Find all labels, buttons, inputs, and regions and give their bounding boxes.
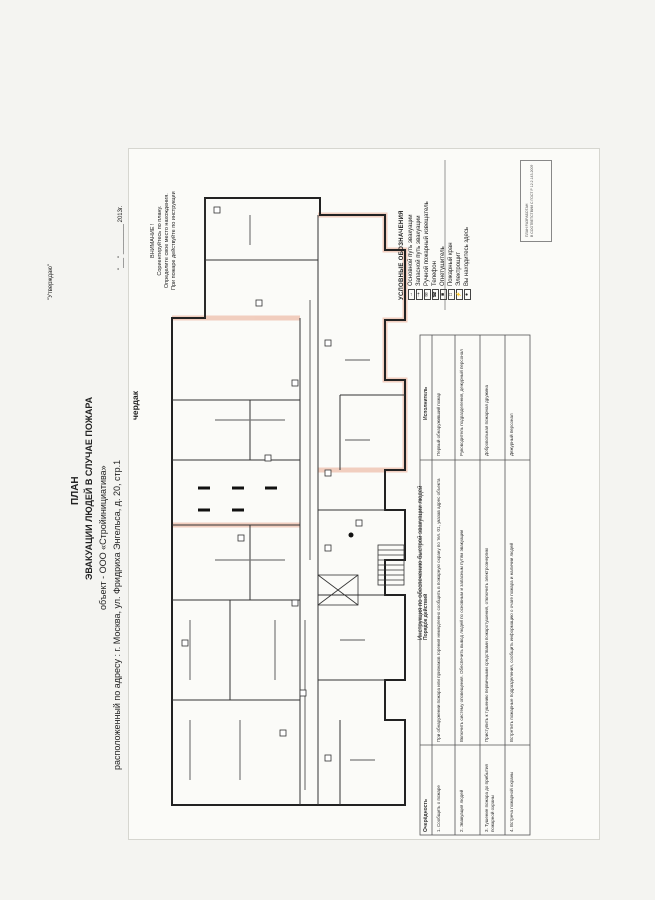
stamp-line-2: В СООТВЕТСТВИИ С ГОСТ Р 12.2.143-2009 xyxy=(530,164,534,237)
table-row-3-order: 3. Тушение пожара до прибытия пожарной охраны xyxy=(484,764,495,832)
table-row-4-order: 4. Встреча пожарной охраны xyxy=(509,771,514,832)
electric-panel-icon: ⚡ xyxy=(456,289,463,300)
object-line: объект - ООО «Стройинициатива» xyxy=(98,465,108,610)
table-row-4-executor: Дежурный персонал xyxy=(509,413,514,456)
stamp-line-1: ПЛАН РАЗРАБОТАН xyxy=(525,203,529,237)
stairwell xyxy=(378,545,404,585)
stamp-text xyxy=(525,165,535,237)
legend-item xyxy=(463,201,471,300)
floor-label: чердак xyxy=(130,390,140,420)
table-row-2-action: Включить систему оповещения. Обеспечить вывод людей по основным и запасным путям эвакуации xyxy=(459,529,464,742)
legend-item-label: Пожарный кран xyxy=(448,242,454,286)
table-row-1-action: При обнаружении пожара или признаков горения немедленно сообщить в пожарную охрану по тел. 01, указав адрес объекта xyxy=(436,478,441,742)
legend-item xyxy=(415,201,423,300)
legend-title: УСЛОВНЫЕ ОБОЗНАЧЕНИЯ xyxy=(399,210,405,300)
legend-item-label: Запасной путь эвакуации xyxy=(416,215,422,286)
fire-hydrant-icon: □ xyxy=(448,289,455,300)
table-row-2-executor: Руководитель подразделения, дежурный персонал xyxy=(459,349,464,456)
warning-block xyxy=(150,191,178,290)
elevator-shaft xyxy=(318,575,358,605)
address-line: расположенный по адресу : г. Москва, ул. Фридриха Энгельса, д. 20, стр.1 xyxy=(112,459,122,770)
legend-item xyxy=(447,201,455,300)
reserve-route-icon: ⇢ xyxy=(416,289,423,300)
table-header-order: Очерёдность xyxy=(423,799,429,832)
legend-item xyxy=(407,201,415,300)
table-row-3-action: Приступить к тушению первичными средствами пожаротушения, отключить электроэнергию xyxy=(484,547,489,742)
warning-line-1: Сориентируйтесь по плану. xyxy=(157,205,163,276)
certification-stamp xyxy=(520,160,552,242)
legend-item-label: Основной путь эвакуации xyxy=(408,214,414,286)
warning-title: ВНИМАНИЕ ! xyxy=(150,223,156,258)
legend-item-label: Ручной пожарный извещатель xyxy=(424,201,430,286)
legend-item xyxy=(431,201,439,300)
equipment-markers xyxy=(182,207,362,761)
legend-item-label: Телефон xyxy=(432,261,438,286)
warning-line-3: При пожаре действуйте по инструкции xyxy=(171,191,177,290)
outer-walls xyxy=(172,198,405,805)
table-row-2-order: 2. Эвакуация людей xyxy=(459,789,464,832)
legend xyxy=(398,201,471,300)
warning-line-2: Определите свое место нахождения. xyxy=(164,193,170,289)
plan-title: ПЛАН xyxy=(70,476,81,505)
legend-item-label: Вы находитесь здесь xyxy=(464,226,470,286)
table-row-1-order: 1. Сообщить о пожаре xyxy=(436,785,441,832)
phone-icon: ☎ xyxy=(432,289,439,300)
legend-item-label: Электрощит xyxy=(456,251,462,286)
legend-item xyxy=(439,201,447,300)
table-row-1-executor: Первый обнаруживший пожар xyxy=(436,392,441,456)
you-are-here-marker xyxy=(349,533,354,538)
legend-item-label: Огнетушитель xyxy=(440,246,446,286)
table-header-executor: Исполнитель xyxy=(423,386,429,420)
interior-walls xyxy=(172,198,405,805)
evacuation-title: ЭВАКУАЦИИ ЛЮДЕЙ В СЛУЧАЕ ПОЖАРА xyxy=(84,396,94,580)
fire-alarm-icon: ✉ xyxy=(424,289,431,300)
instructions-title: Инструкция по обеспечению быстрой эвакуации людей xyxy=(418,485,424,640)
evacuation-arrows xyxy=(190,215,375,790)
table-row-3-executor: Добровольная пожарная дружина xyxy=(484,384,489,456)
table-row-4-action: Встретить пожарные подразделения, сообщить информацию о очаге пожара и наличии людей xyxy=(509,543,514,742)
legend-item xyxy=(455,201,463,300)
doors xyxy=(198,488,277,510)
table-header-action: Порядок действий xyxy=(423,593,429,640)
highlight-zones xyxy=(172,215,405,525)
approval-label: "Утверждаю" xyxy=(48,264,54,300)
extinguisher-icon: ■ xyxy=(440,289,447,300)
approval-date: "___" _________ 2013г. xyxy=(118,205,124,270)
legend-item xyxy=(423,201,431,300)
main-route-icon: → xyxy=(408,289,415,300)
you-are-here-icon: ● xyxy=(464,289,471,300)
